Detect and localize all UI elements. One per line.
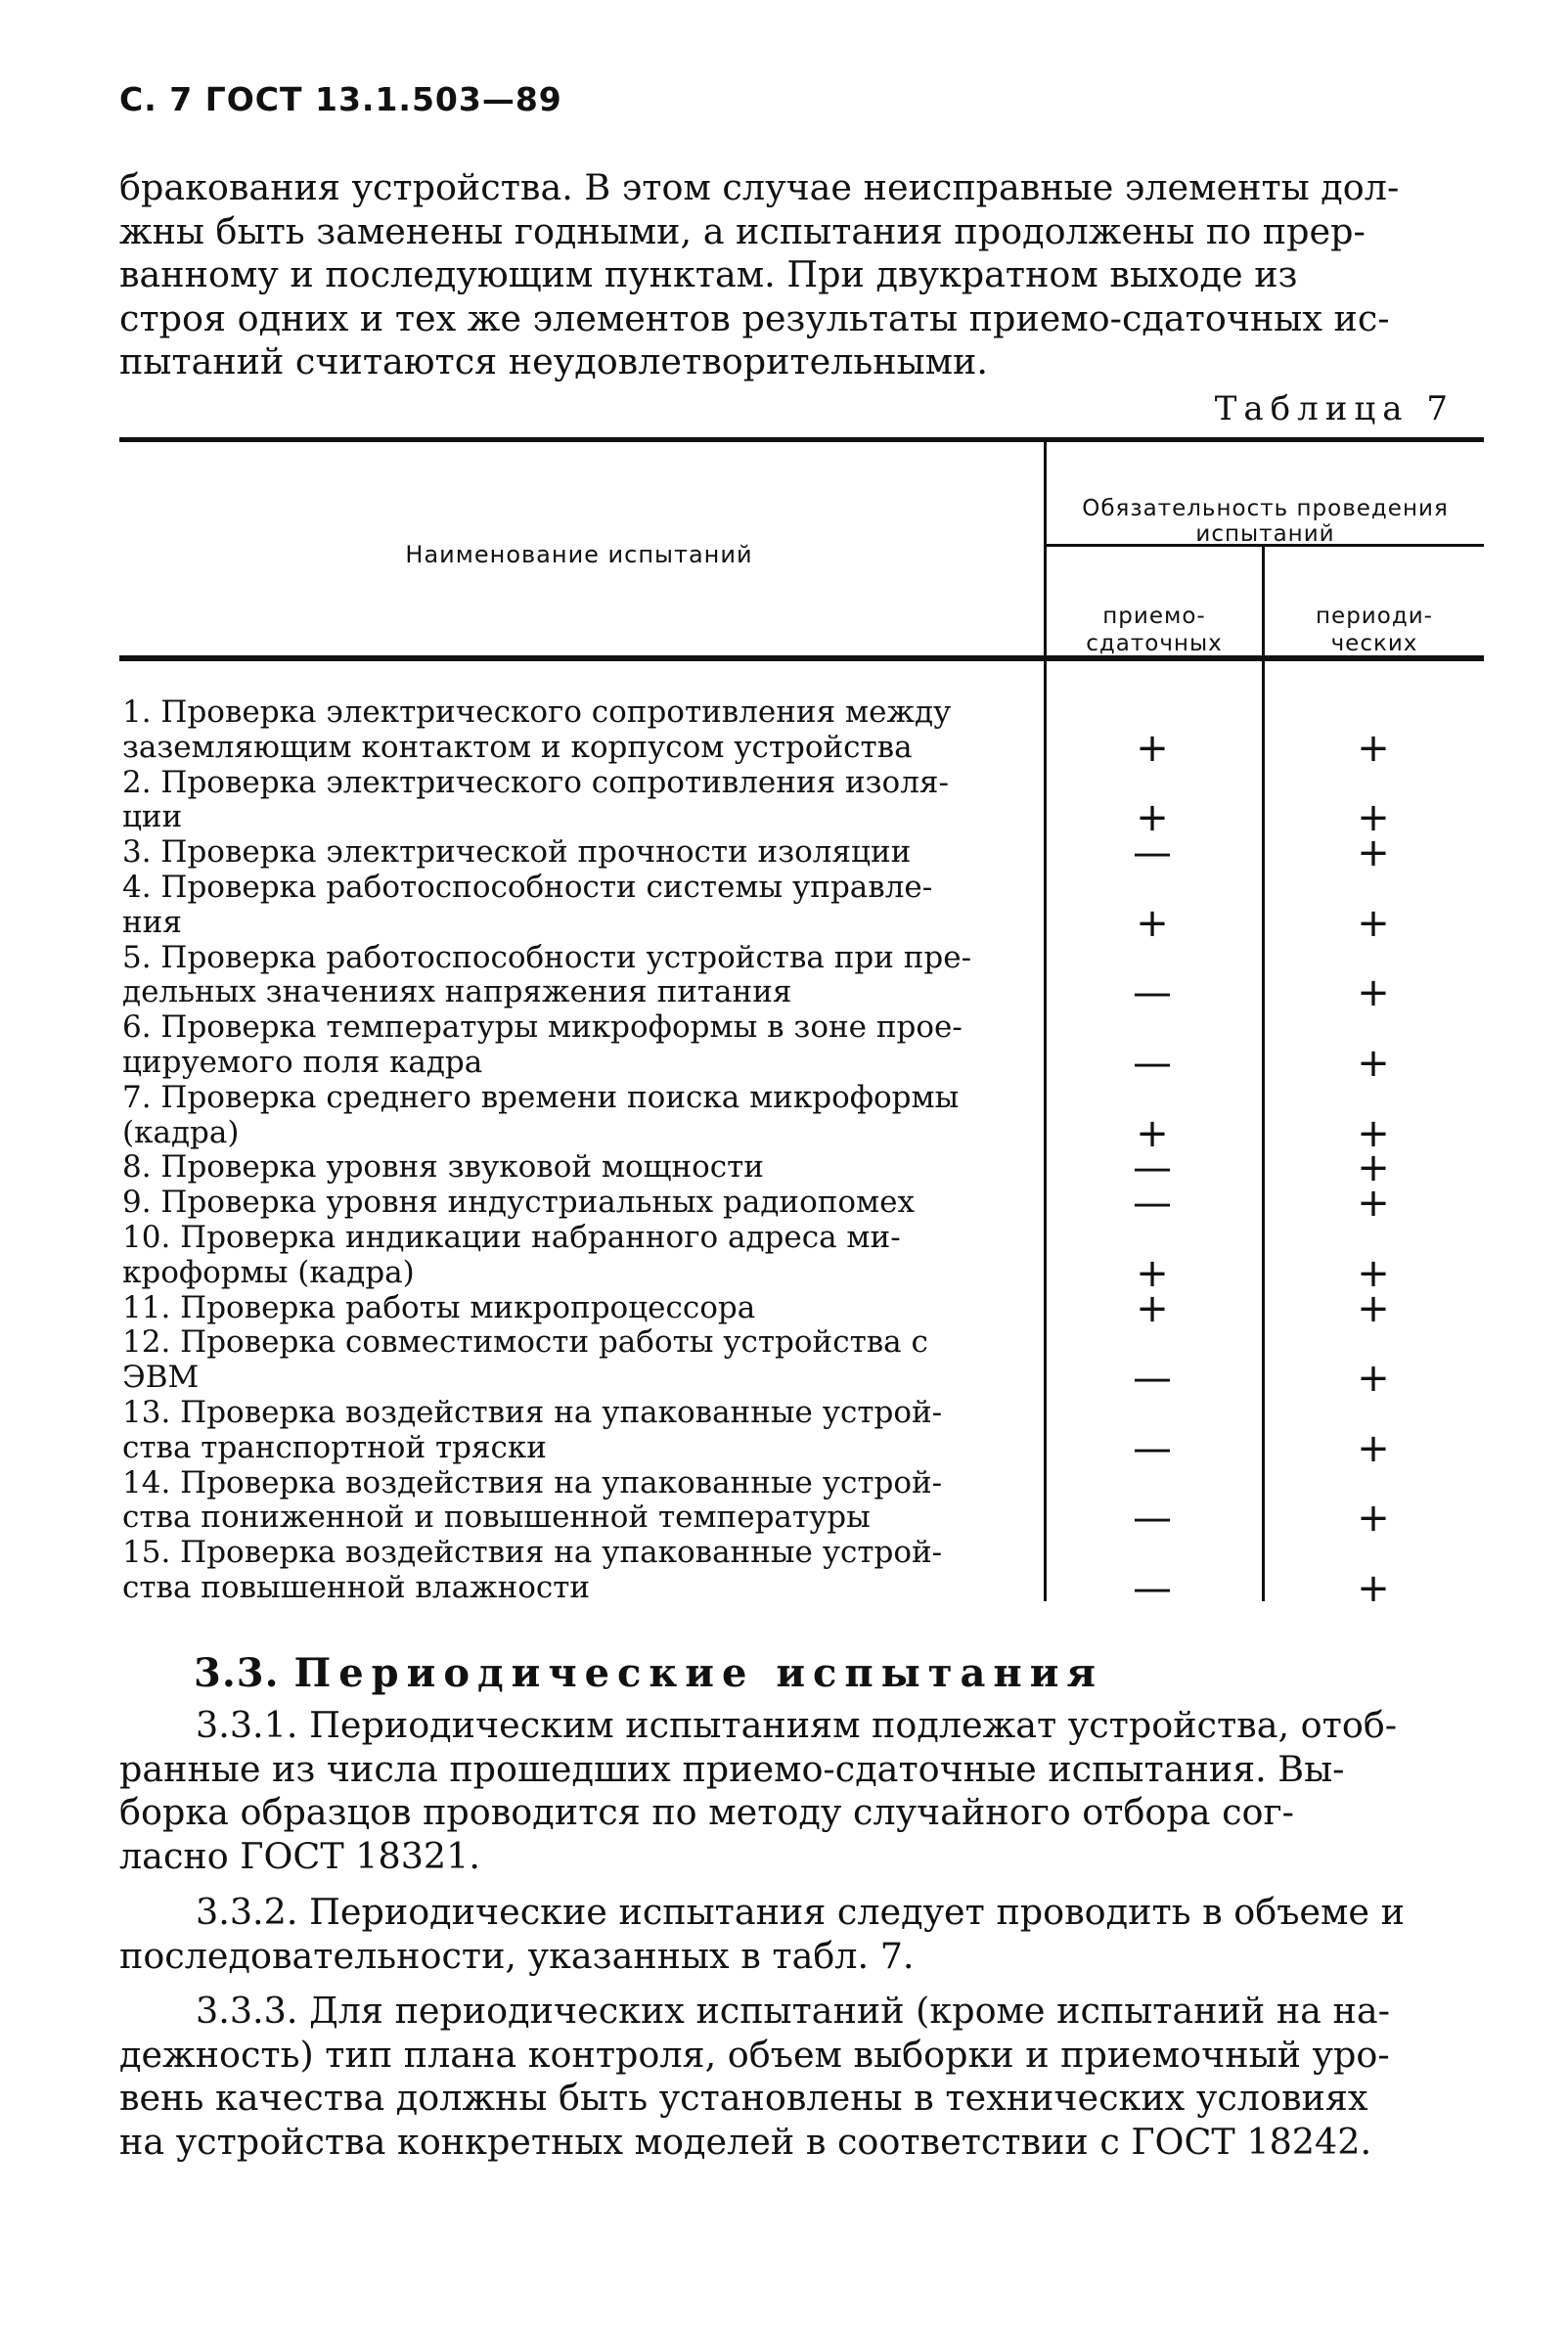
periodic-mark: + [1357, 1356, 1390, 1402]
column-header-name: Наименование испытаний [405, 541, 753, 568]
intro-paragraph [119, 166, 1484, 384]
table-row-name: 1. Проверка электрического сопротивления между заземляющим контактом и корпусом устройства [122, 694, 952, 765]
periodic-mark: + [1357, 1425, 1390, 1471]
acceptance-mark: — [1133, 1041, 1172, 1086]
periodic-mark: + [1357, 1566, 1390, 1611]
column-header-acceptance-text: приемо- сдаточных [1086, 604, 1223, 656]
paragraph-line: ласно ГОСТ 18321. [119, 1834, 480, 1877]
acceptance-mark: — [1133, 970, 1172, 1016]
column-header-acceptance [1047, 575, 1262, 657]
periodic-mark: + [1357, 830, 1390, 876]
table-row-name: 6. Проверка температуры микроформы в зоне прое- цируемого поля кадра [122, 1009, 963, 1080]
periodic-mark: + [1357, 970, 1390, 1016]
paragraph-line: борка образцов проводится по методу случайного отбора сог- [119, 1791, 1294, 1833]
acceptance-mark: + [1136, 725, 1169, 771]
paragraph-line: на устройства конкретных моделей в соответствии с ГОСТ 18242. [119, 2120, 1372, 2163]
table-row-name: 3. Проверка электрической прочности изоляции [122, 834, 912, 871]
table-caption: Таблица 7 [1214, 389, 1455, 428]
page-header: С. 7 ГОСТ 13.1.503—89 [119, 80, 562, 118]
table-row-name: 15. Проверка воздействия на упакованные устрой- ства повышенной влажности [122, 1535, 943, 1605]
paragraph-line: последовательности, указанных в табл. 7. [119, 1934, 915, 1977]
paragraph-line: 3.3.1. Периодическим испытаниям подлежат устройства, отоб- [196, 1704, 1398, 1746]
table-row-name: 11. Проверка работы микропроцессора [122, 1289, 756, 1325]
table-row-name: 13. Проверка воздействия на упакованные устрой- ства транспортной тряски [122, 1395, 943, 1465]
table-row-name: 12. Проверка совместимости работы устройства с ЭВМ [122, 1324, 928, 1396]
acceptance-mark: — [1133, 1145, 1172, 1191]
acceptance-mark: + [1136, 795, 1169, 841]
acceptance-mark: — [1133, 1496, 1172, 1542]
periodic-mark: + [1357, 1285, 1390, 1331]
acceptance-mark: — [1133, 1566, 1172, 1611]
periodic-mark: + [1357, 1181, 1390, 1227]
acceptance-mark: — [1133, 1425, 1172, 1471]
column-header-periodic [1265, 575, 1484, 657]
column-group-header-text: Обязательность проведения испытаний [1082, 496, 1449, 547]
paragraph-3-3-3 [119, 1990, 1484, 2164]
periodic-mark: + [1357, 1250, 1390, 1296]
acceptance-mark: + [1136, 1110, 1169, 1156]
acceptance-mark: — [1133, 830, 1172, 876]
column-header-periodic-text: периоди- ческих [1316, 604, 1433, 656]
table-row-name: 9. Проверка уровня индустриальных радиопомех [122, 1185, 915, 1221]
table-top-rule [119, 437, 1484, 442]
table-row-name: 14. Проверка воздействия на упакованные устрой- ства пониженной и повышенной температуры [122, 1464, 943, 1536]
intro-line: бракования устройства. В этом случае неисправные элементы дол- [119, 166, 1400, 208]
acceptance-mark: + [1136, 1250, 1169, 1296]
table-row-name: 8. Проверка уровня звуковой мощности [122, 1149, 764, 1186]
acceptance-mark: + [1136, 900, 1169, 946]
paragraph-3-3-2 [119, 1891, 1484, 1978]
periodic-mark: + [1357, 1041, 1390, 1086]
periodic-mark: + [1357, 1496, 1390, 1542]
intro-line: ванному и последующим пунктам. При двукратном выходе из [119, 253, 1298, 295]
column-divider [1262, 544, 1265, 1601]
acceptance-mark: — [1133, 1181, 1172, 1227]
section-heading [194, 1650, 1103, 1696]
periodic-mark: + [1357, 1145, 1390, 1191]
intro-line: строя одних и тех же элементов результаты приемо-сдаточных ис- [119, 296, 1390, 339]
section-number: 3.3. [194, 1650, 280, 1696]
table-row-name: 2. Проверка электрического сопротивления изоля- ции [122, 764, 949, 835]
paragraph-line: 3.3.3. Для периодических испытаний (кроме испытаний на на- [196, 1990, 1390, 2032]
periodic-mark: + [1357, 725, 1390, 771]
intro-line: пытаний считаются неудовлетворительными. [119, 340, 988, 382]
paragraph-line: дежность) тип плана контроля, объем выборки и приемочный уро- [119, 2033, 1390, 2076]
paragraph-line: вень качества должны быть установлены в технических условиях [119, 2077, 1368, 2119]
column-group-header [1047, 470, 1484, 547]
acceptance-mark: + [1136, 1285, 1169, 1331]
table-row-name: 7. Проверка среднего времени поиска микроформы (кадра) [122, 1079, 960, 1150]
paragraph-line: ранные из числа прошедших приемо-сдаточные испытания. Вы- [119, 1747, 1345, 1790]
section-title: Периодические испытания [293, 1650, 1103, 1696]
table-row-name: 5. Проверка работоспособности устройства при пре- дельных значениях напряжения питания [122, 939, 972, 1010]
table-row-name: 4. Проверка работоспособности системы управле- ния [122, 870, 933, 940]
periodic-mark: + [1357, 1110, 1390, 1156]
paragraph-3-3-1 [119, 1704, 1484, 1878]
paragraph-line: 3.3.2. Периодические испытания следует проводить в объеме и [196, 1891, 1405, 1933]
periodic-mark: + [1357, 795, 1390, 841]
acceptance-mark: — [1133, 1356, 1172, 1402]
table-row-name: 10. Проверка индикации набранного адреса ми- кроформы (кадра) [122, 1220, 901, 1290]
periodic-mark: + [1357, 900, 1390, 946]
intro-line: жны быть заменены годными, а испытания продолжены по прер- [119, 209, 1366, 252]
